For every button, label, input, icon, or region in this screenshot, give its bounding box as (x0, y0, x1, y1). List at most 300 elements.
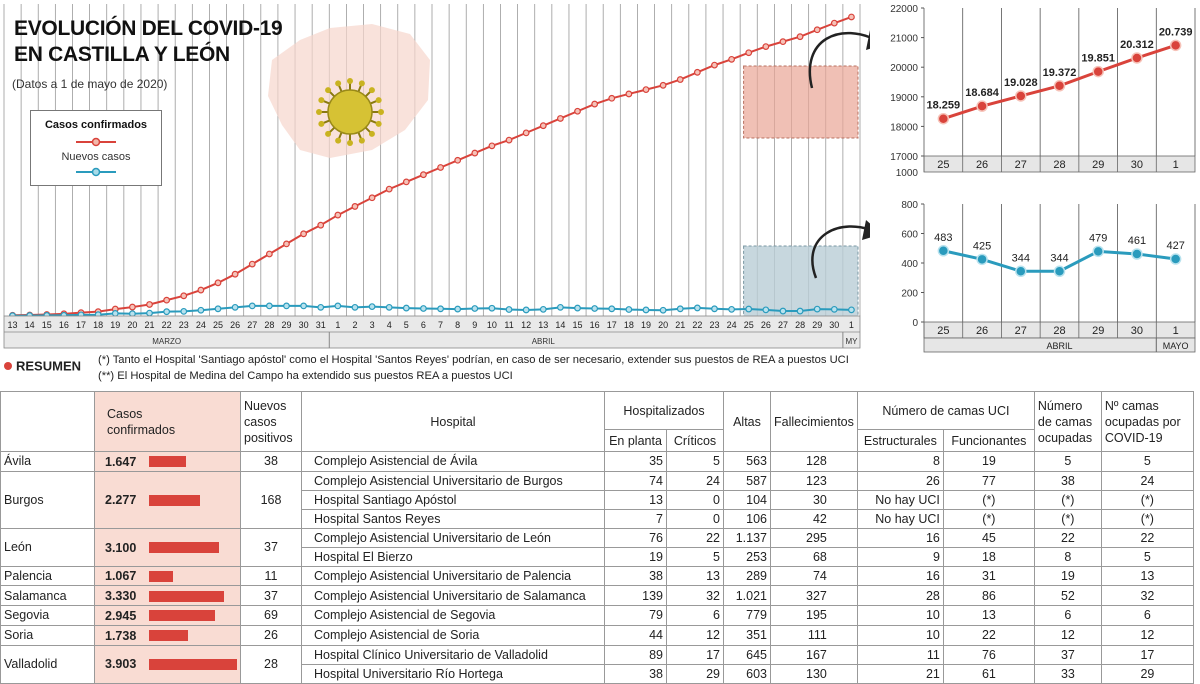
header-ocupadas: Número de camas ocupadas (1034, 392, 1101, 452)
province-new-cases: 37 (241, 528, 302, 566)
hospital-covid: 17 (1101, 645, 1193, 664)
hospital-planta: 7 (605, 509, 667, 528)
hospital-name: Hospital Clínico Universitario de Valladolid (302, 645, 605, 664)
legend-confirmed-swatch (76, 137, 116, 147)
new-case-point (695, 305, 701, 311)
x-tick-label: 8 (455, 320, 461, 330)
cases-value: 3.330 (105, 589, 137, 604)
table-row (1, 452, 1194, 472)
hospital-fallecimientos: 123 (771, 471, 858, 490)
virus-spike-tip (316, 109, 322, 115)
hospital-criticos: 6 (667, 606, 724, 626)
inset-data-label: 427 (1166, 240, 1185, 253)
hospital-ocupadas: (*) (1034, 490, 1101, 509)
new-case-point (164, 309, 170, 315)
confirmed-point (540, 123, 546, 129)
inset-y-tick: 17000 (890, 152, 918, 163)
province-name: Ávila (1, 452, 95, 472)
confirmed-point (249, 261, 255, 267)
hospital-estructurales: 28 (857, 586, 943, 606)
header-covid: Nº camas ocupadas por COVID-19 (1101, 392, 1193, 452)
virus-spike-tip (335, 80, 341, 86)
hospital-planta: 44 (605, 625, 667, 645)
virus-spike-tip (378, 109, 384, 115)
legend-new-label: Nuevos casos (61, 151, 131, 163)
cases-bar (149, 591, 224, 602)
x-tick-label: 19 (110, 320, 121, 330)
province-cases (95, 586, 241, 606)
confirmed-point (506, 137, 512, 143)
table-row (1, 528, 1194, 547)
new-case-point (763, 307, 769, 313)
new-case-point (814, 306, 820, 312)
inset-y-tick: 400 (901, 259, 918, 270)
confirmed-point (797, 34, 803, 40)
inset-point (938, 114, 948, 124)
new-case-point (352, 305, 358, 311)
province-new-cases: 69 (241, 606, 302, 626)
x-tick-label: 11 (504, 320, 514, 330)
footnote-2: (**) El Hospital de Medina del Campo ha extendido sus puestos REA a puestos UCI (98, 370, 513, 382)
confirmed-point (284, 241, 290, 247)
x-tick-label: 30 (298, 320, 309, 330)
x-tick-label: 25 (743, 320, 754, 330)
virus-spike-tip (347, 140, 353, 146)
virus-spike-tip (369, 131, 375, 137)
x-tick-label: 15 (41, 320, 52, 330)
province-cases (95, 645, 241, 683)
hospital-fallecimientos: 295 (771, 528, 858, 547)
hospital-name: Complejo Asistencial Universitario de León (302, 528, 605, 547)
hospital-altas: 351 (724, 625, 771, 645)
table-row (1, 645, 1194, 664)
inset-x-tick: 28 (1053, 325, 1066, 337)
hospital-estructurales: 8 (857, 452, 943, 472)
confirmed-point (814, 27, 820, 33)
virus-spike-tip (325, 131, 331, 137)
x-tick-label: 24 (195, 320, 206, 330)
hospital-estructurales: 10 (857, 625, 943, 645)
cases-value: 3.100 (105, 540, 137, 555)
confirmed-point (849, 14, 855, 20)
hospital-criticos: 32 (667, 586, 724, 606)
confirmed-point (369, 195, 375, 201)
virus-spike-tip (318, 121, 324, 127)
virus-spike-tip (376, 121, 382, 127)
new-case-point (712, 306, 718, 312)
confirmed-point (232, 271, 238, 277)
hospital-criticos: 22 (667, 528, 724, 547)
confirmed-point (626, 91, 632, 97)
confirmed-point (181, 293, 187, 299)
inset-data-label: 344 (1011, 252, 1030, 265)
hospital-fallecimientos: 30 (771, 490, 858, 509)
resumen-label (4, 358, 81, 373)
confirmed-point (489, 143, 495, 149)
hospital-altas: 603 (724, 664, 771, 683)
inset-data-label: 18.259 (926, 99, 961, 112)
x-tick-label: 22 (692, 320, 703, 330)
inset-new-cases-chart (880, 196, 1200, 356)
hospital-criticos: 0 (667, 509, 724, 528)
new-case-point (849, 307, 855, 313)
hospital-criticos: 12 (667, 625, 724, 645)
hospital-fallecimientos: 68 (771, 547, 858, 566)
x-tick-label: 28 (795, 320, 806, 330)
new-case-point (780, 308, 786, 314)
hospital-funcionantes: 22 (943, 625, 1034, 645)
new-case-point (335, 303, 341, 309)
hospital-name: Hospital Santos Reyes (302, 509, 605, 528)
hospital-fallecimientos: 74 (771, 566, 858, 586)
cases-value: 1.067 (105, 569, 137, 584)
hospital-ocupadas: 5 (1034, 452, 1101, 472)
hospital-funcionantes: 76 (943, 645, 1034, 664)
hospital-altas: 106 (724, 509, 771, 528)
province-new-cases: 26 (241, 625, 302, 645)
confirmed-point (335, 212, 341, 218)
hospital-covid: 13 (1101, 566, 1193, 586)
x-month-label: MY (845, 337, 858, 346)
hospital-covid: 29 (1101, 664, 1193, 683)
cases-bar (149, 542, 219, 553)
hospital-planta: 13 (605, 490, 667, 509)
new-case-point (147, 310, 153, 316)
x-tick-label: 1 (848, 320, 854, 330)
hospital-ocupadas: 19 (1034, 566, 1101, 586)
hospital-funcionantes: 61 (943, 664, 1034, 683)
confirmed-point (130, 304, 136, 310)
footnote-1: (*) Tanto el Hospital 'Santiago apóstol' como el Hospital 'Santos Reyes' podrían, en caso de ser necesario, extender sus puestos de REA a puestos UCI (98, 354, 849, 366)
inset-data-label: 20.312 (1120, 38, 1154, 51)
confirmed-point (712, 62, 718, 68)
hospital-estructurales: 9 (857, 547, 943, 566)
hospital-funcionantes: 18 (943, 547, 1034, 566)
header-altas: Altas (724, 392, 771, 452)
confirmed-point (267, 251, 273, 257)
hospital-funcionantes: 77 (943, 471, 1034, 490)
hospital-planta: 19 (605, 547, 667, 566)
x-tick-label: 13 (7, 320, 18, 330)
hospital-fallecimientos: 42 (771, 509, 858, 528)
hospital-criticos: 17 (667, 645, 724, 664)
virus-spike-tip (359, 80, 365, 86)
arrowhead-icon (862, 220, 870, 240)
summary-table (0, 391, 1194, 684)
x-tick-label: 3 (369, 320, 375, 330)
hospital-covid: 6 (1101, 606, 1193, 626)
legend-new-swatch (76, 167, 116, 177)
confirmed-point (695, 70, 701, 76)
inset-point (1055, 266, 1065, 276)
inset-y-tick: 21000 (890, 33, 918, 45)
new-case-point (472, 306, 478, 312)
province-cases (95, 471, 241, 528)
x-tick-label: 21 (144, 320, 155, 330)
new-case-point (797, 308, 803, 314)
x-tick-label: 16 (589, 320, 600, 330)
inset-x-tick: 30 (1130, 159, 1144, 171)
x-tick-label: 26 (760, 320, 771, 330)
cases-value: 1.738 (105, 628, 137, 643)
confirmed-point (575, 108, 581, 114)
province-new-cases: 11 (241, 566, 302, 586)
virus-spike-tip (359, 138, 365, 144)
inset-y-tick: 600 (901, 229, 918, 241)
legend-confirmed-label: Casos confirmados (44, 119, 148, 131)
confirmed-point (592, 101, 598, 107)
inset-data-label: 461 (1127, 235, 1147, 248)
hospital-ocupadas: 12 (1034, 625, 1101, 645)
hospital-ocupadas: (*) (1034, 509, 1101, 528)
new-case-point (506, 307, 512, 313)
table-row (1, 625, 1194, 645)
new-case-point (523, 307, 529, 313)
inset-x-tick: 26 (975, 159, 989, 171)
hospital-funcionantes: 45 (943, 528, 1034, 547)
header-en-planta: En planta (605, 430, 667, 452)
inset-x-tick: 26 (975, 325, 989, 337)
inset-point (1171, 254, 1181, 264)
hospital-estructurales: 21 (857, 664, 943, 683)
inset-y-tick: 1000 (895, 168, 918, 179)
confirmed-point (677, 77, 683, 83)
hospital-ocupadas: 33 (1034, 664, 1101, 683)
table-row (1, 566, 1194, 586)
province-name: Segovia (1, 606, 95, 626)
x-tick-label: 29 (281, 320, 292, 330)
hospital-funcionantes: (*) (943, 490, 1034, 509)
inset-point (977, 254, 987, 264)
x-tick-label: 22 (161, 320, 172, 330)
hospital-ocupadas: 38 (1034, 471, 1101, 490)
new-case-point (267, 303, 273, 309)
new-case-point (746, 306, 752, 312)
hospital-criticos: 13 (667, 566, 724, 586)
x-tick-label: 21 (675, 320, 686, 330)
x-tick-label: 28 (264, 320, 275, 330)
x-tick-label: 5 (403, 320, 409, 330)
hospital-planta: 38 (605, 566, 667, 586)
new-case-point (592, 306, 598, 312)
x-tick-label: 15 (572, 320, 583, 330)
inset-data-label: 19.028 (1003, 76, 1038, 89)
confirmed-point (352, 204, 358, 210)
x-tick-label: 20 (658, 320, 669, 330)
x-tick-label: 30 (829, 320, 840, 330)
hospital-estructurales: No hay UCI (857, 490, 943, 509)
chart-legend (30, 110, 162, 186)
hospital-funcionantes: (*) (943, 509, 1034, 528)
inset-data-label: 18.684 (965, 87, 999, 100)
new-case-point (677, 306, 683, 312)
hospital-planta: 38 (605, 664, 667, 683)
hospital-covid: 5 (1101, 547, 1193, 566)
confirmed-point (832, 20, 838, 26)
resumen-text: RESUMEN (16, 358, 82, 374)
x-tick-label: 6 (420, 320, 426, 330)
inset-x-tick: 1 (1172, 325, 1179, 337)
x-tick-label: 7 (438, 320, 444, 330)
cases-bar (149, 571, 173, 582)
hospital-name: Hospital Santiago Apóstol (302, 490, 605, 509)
inset-y-tick: 0 (912, 318, 918, 329)
header-province (1, 392, 95, 452)
inset-point (1093, 67, 1103, 77)
hospital-altas: 253 (724, 547, 771, 566)
highlight-confirmed-area (744, 66, 858, 138)
virus-spike-tip (325, 87, 331, 93)
cases-value: 2.277 (105, 493, 137, 508)
new-case-point (318, 305, 324, 311)
inset-data-label: 19.851 (1081, 52, 1116, 65)
virus-spike-tip (318, 97, 324, 103)
header-hospital: Hospital (302, 392, 605, 452)
hospital-fallecimientos: 167 (771, 645, 858, 664)
cases-bar (149, 659, 237, 670)
x-tick-label: 2 (352, 320, 358, 330)
new-case-point (455, 306, 461, 312)
confirmed-point (318, 222, 324, 228)
inset-data-label: 20.739 (1158, 26, 1193, 39)
hospital-name: Complejo Asistencial Universitario de Burgos (302, 471, 605, 490)
chart-subtitle: (Datos a 1 de mayo de 2020) (12, 77, 168, 91)
x-tick-label: 31 (315, 320, 326, 330)
new-case-point (626, 307, 632, 313)
virus-spike-tip (369, 87, 375, 93)
province-cases (95, 606, 241, 626)
inset-x-tick: 29 (1092, 325, 1105, 337)
new-case-point (404, 305, 410, 311)
x-month-label: MARZO (152, 337, 182, 346)
virus-icon (316, 78, 384, 146)
hospital-name: Complejo Asistencial Universitario de Palencia (302, 566, 605, 586)
confirmed-point (215, 280, 221, 286)
province-new-cases: 37 (241, 586, 302, 606)
confirmed-point (763, 44, 769, 50)
inset-x-tick: 1 (1172, 159, 1179, 171)
inset-data-label: 19.372 (1042, 66, 1077, 79)
hospital-estructurales: 26 (857, 471, 943, 490)
hospital-name: Hospital Universitario Río Hortega (302, 664, 605, 683)
x-tick-label: 24 (726, 320, 737, 330)
hospital-planta: 35 (605, 452, 667, 472)
confirmed-point (164, 297, 170, 303)
confirmed-point (643, 87, 649, 93)
province-cases (95, 625, 241, 645)
hospital-altas: 645 (724, 645, 771, 664)
new-case-point (232, 305, 238, 311)
new-case-point (729, 307, 735, 313)
inset-data-label: 425 (972, 240, 992, 253)
confirmed-point (301, 231, 307, 237)
virus-spike-tip (376, 97, 382, 103)
inset-x-tick: 30 (1130, 325, 1144, 337)
x-month-label: ABRIL (531, 337, 555, 346)
hospital-name: Complejo Asistencial de Segovia (302, 606, 605, 626)
hospital-altas: 587 (724, 471, 771, 490)
inset-point (977, 101, 987, 111)
hospital-criticos: 5 (667, 452, 724, 472)
inset-x-tick: 27 (1014, 325, 1027, 337)
hospital-planta: 79 (605, 606, 667, 626)
table-row (1, 471, 1194, 490)
new-case-point (386, 305, 392, 311)
hospital-name: Complejo Asistencial Universitario de Salamanca (302, 586, 605, 606)
confirmed-point (523, 130, 529, 136)
confirmed-point (386, 186, 392, 192)
hospital-ocupadas: 8 (1034, 547, 1101, 566)
province-cases (95, 452, 241, 472)
new-case-point (181, 309, 187, 315)
new-case-point (421, 306, 427, 312)
hospital-name: Hospital El Bierzo (302, 547, 605, 566)
x-tick-label: 26 (230, 320, 241, 330)
new-case-point (575, 305, 581, 311)
hospital-fallecimientos: 128 (771, 452, 858, 472)
province-name: Burgos (1, 471, 95, 528)
province-new-cases: 38 (241, 452, 302, 472)
hospital-planta: 74 (605, 471, 667, 490)
x-tick-label: 14 (555, 320, 566, 330)
new-case-point (198, 307, 204, 313)
inset-point (1016, 266, 1026, 276)
confirmed-point (404, 179, 410, 185)
hospital-covid: 32 (1101, 586, 1193, 606)
hospital-estructurales: 16 (857, 566, 943, 586)
table-row (1, 586, 1194, 606)
inset-y-tick: 200 (901, 288, 918, 300)
hospital-covid: 24 (1101, 471, 1193, 490)
x-tick-label: 14 (24, 320, 35, 330)
hospital-planta: 89 (605, 645, 667, 664)
cases-bar (149, 495, 200, 506)
hospital-ocupadas: 52 (1034, 586, 1101, 606)
x-tick-label: 10 (486, 320, 497, 330)
hospital-fallecimientos: 111 (771, 625, 858, 645)
hospital-planta: 139 (605, 586, 667, 606)
cases-value: 1.647 (105, 454, 137, 469)
hospital-covid: (*) (1101, 490, 1193, 509)
hospital-covid: (*) (1101, 509, 1193, 528)
confirmed-point (660, 83, 666, 89)
hospital-altas: 289 (724, 566, 771, 586)
x-tick-label: 12 (521, 320, 532, 330)
x-tick-label: 27 (247, 320, 258, 330)
x-tick-label: 9 (472, 320, 478, 330)
inset-confirmed-chart (880, 0, 1200, 190)
inset-point (1132, 249, 1142, 259)
header-estructurales: Estructurales (857, 430, 943, 452)
arrowhead-icon (866, 30, 870, 50)
new-case-point (540, 307, 546, 313)
header-camas-uci: Número de camas UCI (857, 392, 1034, 430)
x-tick-label: 1 (335, 320, 341, 330)
hospital-criticos: 24 (667, 471, 724, 490)
inset-data-label: 344 (1050, 252, 1069, 265)
inset-y-tick: 19000 (890, 92, 918, 104)
header-criticos: Críticos (667, 430, 724, 452)
hospital-covid: 22 (1101, 528, 1193, 547)
hospital-name: Complejo Asistencial de Soria (302, 625, 605, 645)
hospital-covid: 5 (1101, 452, 1193, 472)
x-tick-label: 23 (178, 320, 189, 330)
header-funcionantes: Funcionantes (943, 430, 1034, 452)
x-tick-label: 4 (386, 320, 392, 330)
x-tick-label: 29 (812, 320, 823, 330)
x-tick-label: 18 (93, 320, 104, 330)
inset-x-tick: 29 (1092, 159, 1105, 171)
